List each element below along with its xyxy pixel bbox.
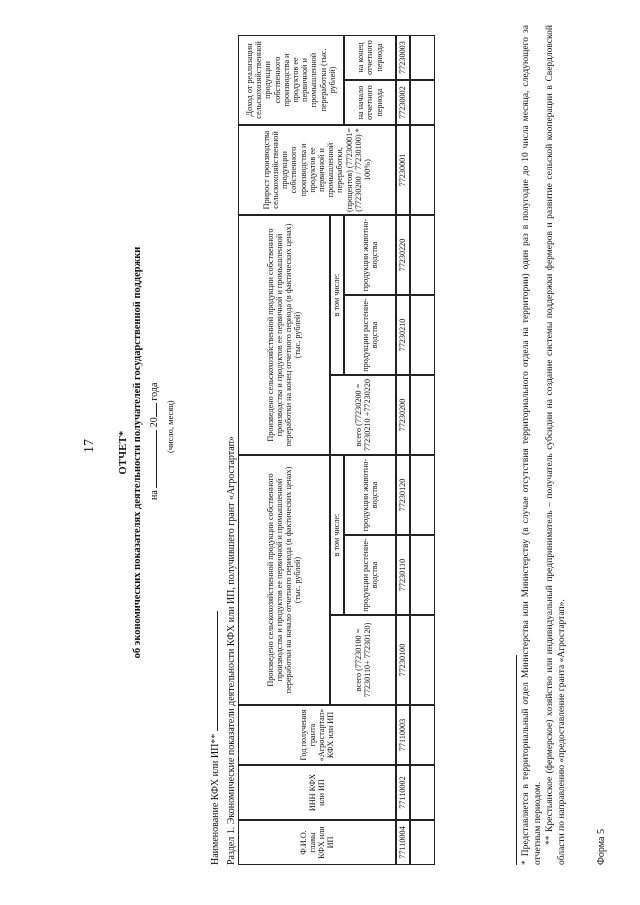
code-cell: 77230002: [396, 80, 410, 125]
form-label: Форма 5: [596, 829, 607, 865]
header-end-total: всего (77230200 = 77230210 +77230220: [330, 375, 396, 455]
date-blank: [156, 430, 157, 488]
data-cell[interactable]: [410, 125, 435, 215]
code-cell: 77230200: [396, 375, 410, 455]
period-prefix: на: [149, 490, 160, 500]
code-cell: 77110003: [396, 705, 410, 765]
period-year-suffix: года: [149, 382, 160, 401]
header-inn: ИНН КФХ или ИП: [238, 765, 396, 820]
period-line: [149, 383, 160, 500]
period-hint: (число, месяц): [165, 400, 175, 453]
code-cell: 77230110: [396, 535, 410, 615]
header-start-including: в том числе:: [330, 455, 344, 615]
header-growth: Прирост производства сельскохозяйственной продукции собственного производства и продуктов ее первичной и промышленной переработки, (процентов) (77230001= (77230200 / 77230100) * 100%): [238, 125, 396, 215]
header-end-livestock: продукции животно-водства: [344, 215, 396, 295]
data-cell[interactable]: [410, 765, 435, 820]
footnotes: [520, 25, 569, 865]
header-income-start: на начало отчетного периода: [344, 80, 396, 125]
header-start-livestock: продукции животно-водства: [344, 455, 396, 535]
year-blank: [156, 403, 157, 417]
report-title: ОТЧЕТ*: [118, 430, 129, 475]
footnote-1: * Представляется в территориальный отдел Министерства или Министерству (в случае отсутствия территориального отдела на территории) один раз в полугодие до 10 числа месяца, следующего за отчетным периодом.: [521, 25, 544, 865]
header-income-group: Доход от реализации сельскохозяйственной продукции собственного производства и продуктов ее первичной и промышленной переработки (тыс. рублей): [238, 35, 344, 125]
header-end-including: в том числе:: [330, 215, 344, 375]
data-cell[interactable]: [410, 215, 435, 295]
indicators-table: [238, 35, 435, 865]
data-cell[interactable]: [410, 820, 435, 865]
data-cell[interactable]: [410, 295, 435, 375]
period-year-prefix: 20: [149, 417, 160, 428]
code-cell: 77230220: [396, 215, 410, 295]
page-number: 17: [82, 439, 97, 453]
entity-blank: [217, 611, 218, 731]
data-cell[interactable]: [410, 615, 435, 705]
header-start-group: Произведено сельскохозяйственной продукции собственного производства и продуктов ее первичной и промышленной переработки на начало отчетного периода (в фактических ценах) (тыс. рублей): [238, 455, 330, 705]
report-subtitle: об экономических показателях деятельности получателей государственной поддержки: [132, 246, 143, 659]
footnote-separator: [516, 655, 517, 865]
data-cell[interactable]: [410, 535, 435, 615]
code-cell: 77110004: [396, 820, 410, 865]
code-cell: 77230120: [396, 455, 410, 535]
header-fio: Ф.И.О. главы КФХ или ИП: [238, 820, 396, 865]
code-cell: 77230001: [396, 125, 410, 215]
header-start-crop: продукции растение-водства: [344, 535, 396, 615]
header-end-group: Произведено сельскохозяйственной продукции собственного производства и продуктов ее первичной и промышленной переработки на конец отчетного периода (в фактических ценах) (тыс. рублей): [238, 215, 330, 455]
header-end-crop: продукции растение-водства: [344, 295, 396, 375]
footnote-2: ** Крестьянское (фермерское) хозяйство или индивидуальный предприниматель – получатель субсидии на создание системы поддержки фермеров и развитие сельской кооперации в Свердловской области по направлению «предоставление гранта «Агростартап».: [545, 25, 568, 865]
code-cell: 77230003: [396, 35, 410, 80]
header-start-total: всего (77230100 = 77230110+ 77230120): [330, 615, 396, 705]
data-cell[interactable]: [410, 80, 435, 125]
data-cell[interactable]: [410, 375, 435, 455]
section-title: Раздел 1. Экономические показатели деятельности КФХ или ИП, получившего грант «Агростартап»: [226, 436, 237, 865]
code-cell: 77110002: [396, 765, 410, 820]
code-cell: 77230100: [396, 615, 410, 705]
data-cell[interactable]: [410, 35, 435, 80]
header-grant-year: Год получения гранта «Агростартап» КФХ или ИП: [238, 705, 396, 765]
data-cell[interactable]: [410, 455, 435, 535]
entity-label: Наименование КФХ или ИП**: [210, 733, 221, 865]
header-income-end: на конец отчетного периода: [344, 35, 396, 80]
data-cell[interactable]: [410, 705, 435, 765]
entity-name-line: [210, 611, 221, 865]
code-cell: 77230210: [396, 295, 410, 375]
